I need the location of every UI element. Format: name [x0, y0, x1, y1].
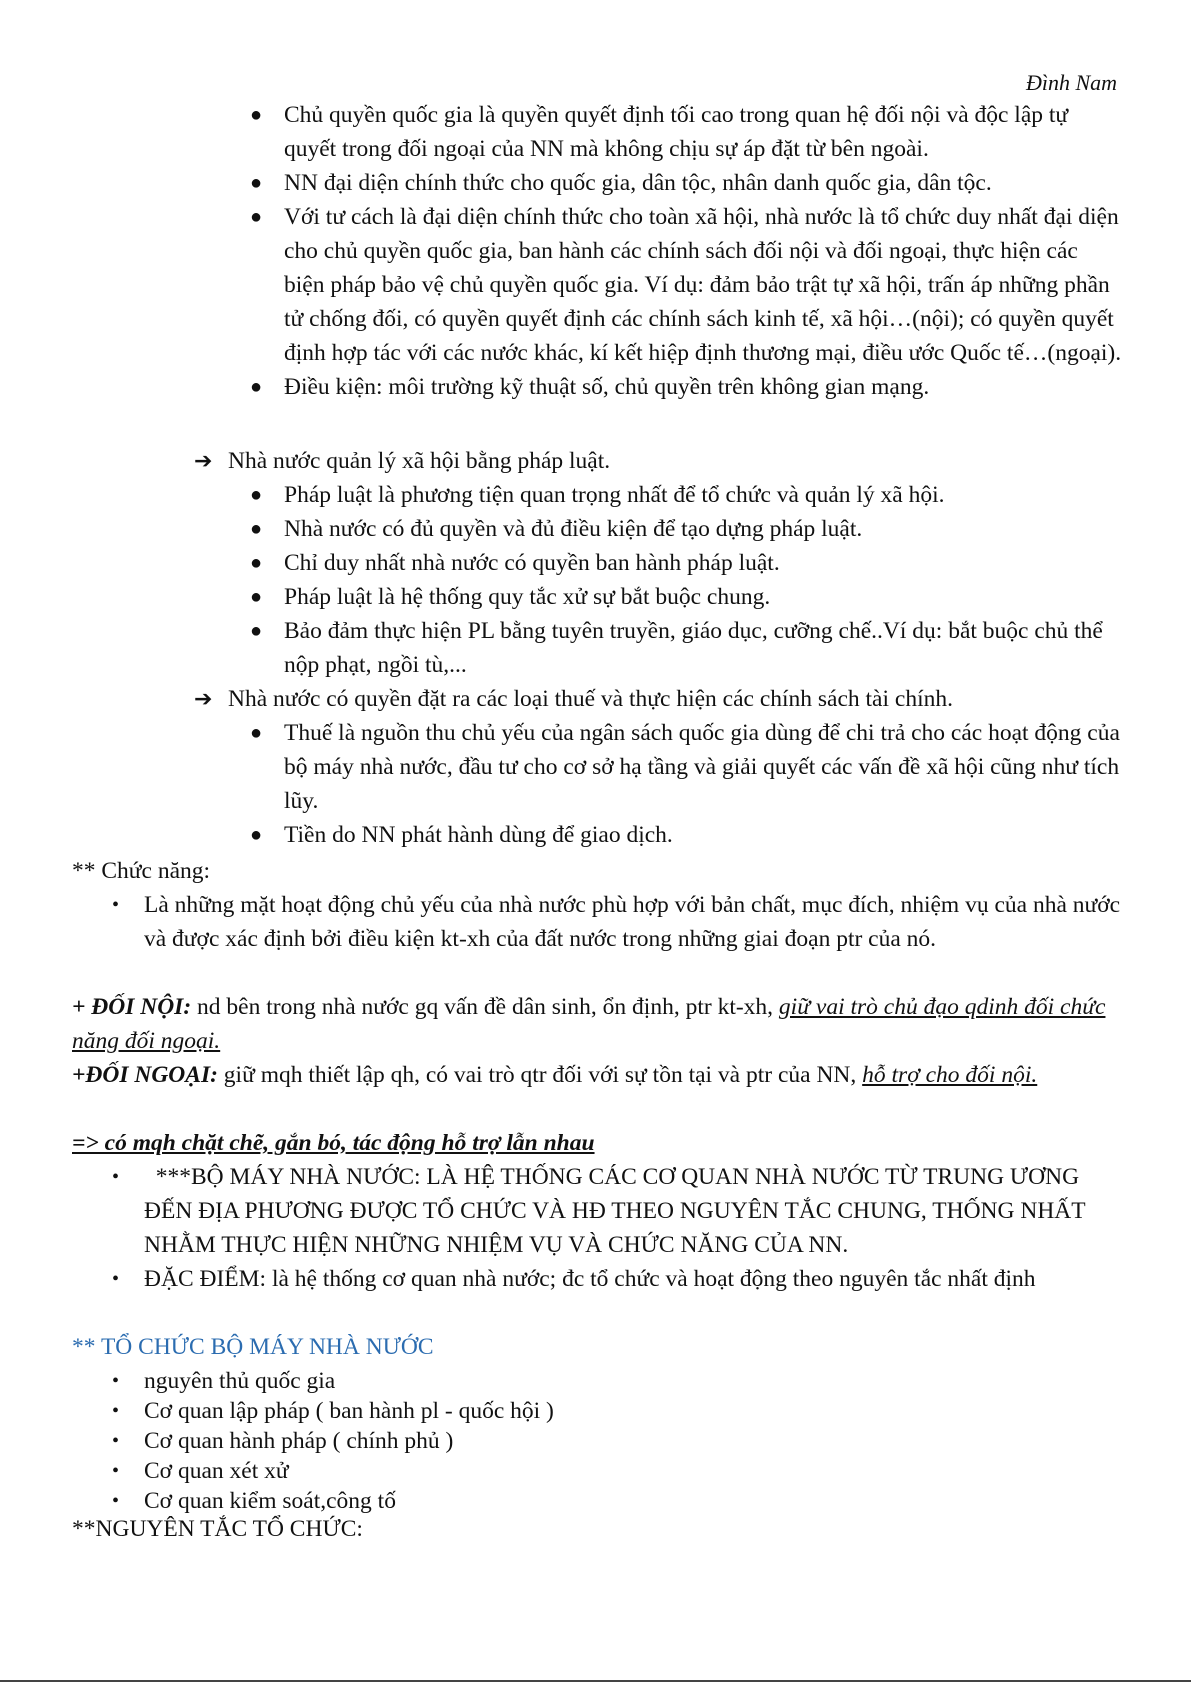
bullet-dot-icon: • — [112, 1166, 120, 1188]
bullet-dot-icon: ● — [250, 206, 263, 228]
bullet-dot-icon: • — [112, 1430, 120, 1452]
tax-arrow-item: ➔ Nhà nước có quyền đặt ra các loại thuế và thực hiện các chính sách tài chính. — [228, 682, 1118, 716]
list-item: • Là những mặt hoạt động chủ yếu của nhà nước phù hợp với bản chất, mục đích, nhiệm vụ của nhà nước và được xác định bởi điều kiện kt-xh của đất nước trong những giai đoạn ptr của nó. — [144, 888, 1124, 956]
list-item: • Cơ quan hành pháp ( chính phủ ) — [112, 1428, 454, 1454]
list-item: • Cơ quan lập pháp ( ban hành pl - quốc hội ) — [112, 1398, 554, 1424]
list-item: ● Điều kiện: môi trường kỹ thuật số, chủ quyền trên không gian mạng. — [284, 370, 1124, 404]
list-item: • ***BỘ MÁY NHÀ NƯỚC: LÀ HỆ THỐNG CÁC CƠ QUAN NHÀ NƯỚC TỪ TRUNG ƯƠNG ĐẾN ĐỊA PHƯƠNG ĐƯỢC TỔ CHỨC VÀ HĐ THEO NGUYÊN TẮC CHUNG, THỐNG NHẤT NHẰM THỰC HIỆN NHỮNG NHIỆM VỤ VÀ CHỨC NĂNG CỦA NN. — [144, 1160, 1124, 1262]
arrow-right-icon: ➔ — [194, 448, 213, 473]
function-heading: ** Chức năng: — [72, 858, 211, 884]
foreign-function: +ĐỐI NGOẠI: giữ mqh thiết lập qh, có vai trò qtr đối với sự tồn tại và ptr của NN, hỗ trợ cho đối nội. — [72, 1062, 1038, 1088]
list-item: ● Tiền do NN phát hành dùng để giao dịch. — [284, 818, 1124, 852]
bullet-dot-icon: ● — [250, 620, 263, 642]
arrow-right-icon: ➔ — [194, 686, 213, 711]
bullet-dot-icon: • — [112, 1268, 120, 1290]
list-item: • nguyên thủ quốc gia — [112, 1368, 336, 1394]
bullet-dot-icon: • — [112, 1490, 120, 1512]
law-arrow-item: ➔ Nhà nước quản lý xã hội bằng pháp luật. — [228, 444, 1118, 478]
list-item: ● Chỉ duy nhất nhà nước có quyền ban hành pháp luật. — [284, 546, 1124, 580]
bullet-dot-icon: ● — [250, 376, 263, 398]
list-item: ● Nhà nước có đủ quyền và đủ điều kiện để tạo dựng pháp luật. — [284, 512, 1124, 546]
list-item: ● Bảo đảm thực hiện PL bằng tuyên truyền, giáo dục, cưỡng chế..Ví dụ: bắt buộc chủ thể nộp phạt, ngồi tù,... — [284, 614, 1124, 682]
bullet-dot-icon: • — [112, 1370, 120, 1392]
list-item: ● Chủ quyền quốc gia là quyền quyết định tối cao trong quan hệ đối nội và độc lập tự quyết trong đối ngoại của NN mà không chịu sự áp đặt từ bên ngoài. — [284, 98, 1124, 166]
organization-heading: ** TỔ CHỨC BỘ MÁY NHÀ NƯỚC — [72, 1334, 434, 1360]
bullet-dot-icon: ● — [250, 518, 263, 540]
list-item: • Cơ quan xét xử — [112, 1458, 289, 1484]
bullet-dot-icon: ● — [250, 552, 263, 574]
domestic-function: + ĐỐI NỘI: nd bên trong nhà nước gq vấn đề dân sinh, ổn định, ptr kt-xh, giữ vai trò chủ đạo qdinh đối chức năng đối ngoại. — [72, 994, 1106, 1054]
principles-heading: **NGUYÊN TẮC TỔ CHỨC: — [72, 1516, 363, 1542]
law-bullets — [250, 478, 1124, 682]
state-apparatus-bullets — [112, 1160, 1124, 1296]
tax-bullets — [250, 716, 1124, 852]
bullet-dot-icon: • — [112, 1460, 120, 1482]
list-item: ● Với tư cách là đại diện chính thức cho toàn xã hội, nhà nước là tổ chức duy nhất đại diện cho chủ quyền quốc gia, ban hành các chính sách đối nội và đối ngoại, thực hiện các biện pháp bảo vệ chủ quyền quốc gia. Ví dụ: đảm bảo trật tự xã hội, trấn áp những phần tử chống đối, có quyền quyết định các chính sách kinh tế, xã hội…(nội); có quyền quyết định hợp tác với các nước khác, kí kết hiệp định thương mại, điều ước Quốc tế…(ngoại). — [284, 200, 1124, 370]
bullet-dot-icon: ● — [250, 824, 263, 846]
bullet-dot-icon: ● — [250, 172, 263, 194]
bullet-dot-icon: ● — [250, 484, 263, 506]
function-bullet — [112, 888, 1124, 956]
list-item: ● Pháp luật là hệ thống quy tắc xử sự bắt buộc chung. — [284, 580, 1124, 614]
organization-list — [112, 1366, 1124, 1516]
list-item: • Cơ quan kiểm soát,công tố — [112, 1488, 396, 1514]
conclusion: => có mqh chặt chẽ, gắn bó, tác động hỗ trợ lẫn nhau — [72, 1130, 595, 1156]
list-item: ● Thuế là nguồn thu chủ yếu của ngân sách quốc gia dùng để chi trả cho các hoạt động của bộ máy nhà nước, đầu tư cho cơ sở hạ tầng và giải quyết các vấn đề xã hội cũng như tích lũy. — [284, 716, 1124, 818]
page-bottom-divider — [0, 1680, 1191, 1682]
bullet-dot-icon: ● — [250, 104, 263, 126]
bullet-dot-icon: • — [112, 1400, 120, 1422]
bullet-dot-icon: ● — [250, 586, 263, 608]
list-item: ● Pháp luật là phương tiện quan trọng nhất để tổ chức và quản lý xã hội. — [284, 478, 1124, 512]
bullet-dot-icon: ● — [250, 722, 263, 744]
sovereignty-bullets — [250, 98, 1124, 404]
author-name: Đình Nam — [1025, 70, 1117, 95]
list-item: • ĐẶC ĐIỂM: là hệ thống cơ quan nhà nước; đc tổ chức và hoạt động theo nguyên tắc nhất định — [144, 1262, 1124, 1296]
list-item: ● NN đại diện chính thức cho quốc gia, dân tộc, nhân danh quốc gia, dân tộc. — [284, 166, 1124, 200]
bullet-dot-icon: • — [112, 894, 120, 916]
